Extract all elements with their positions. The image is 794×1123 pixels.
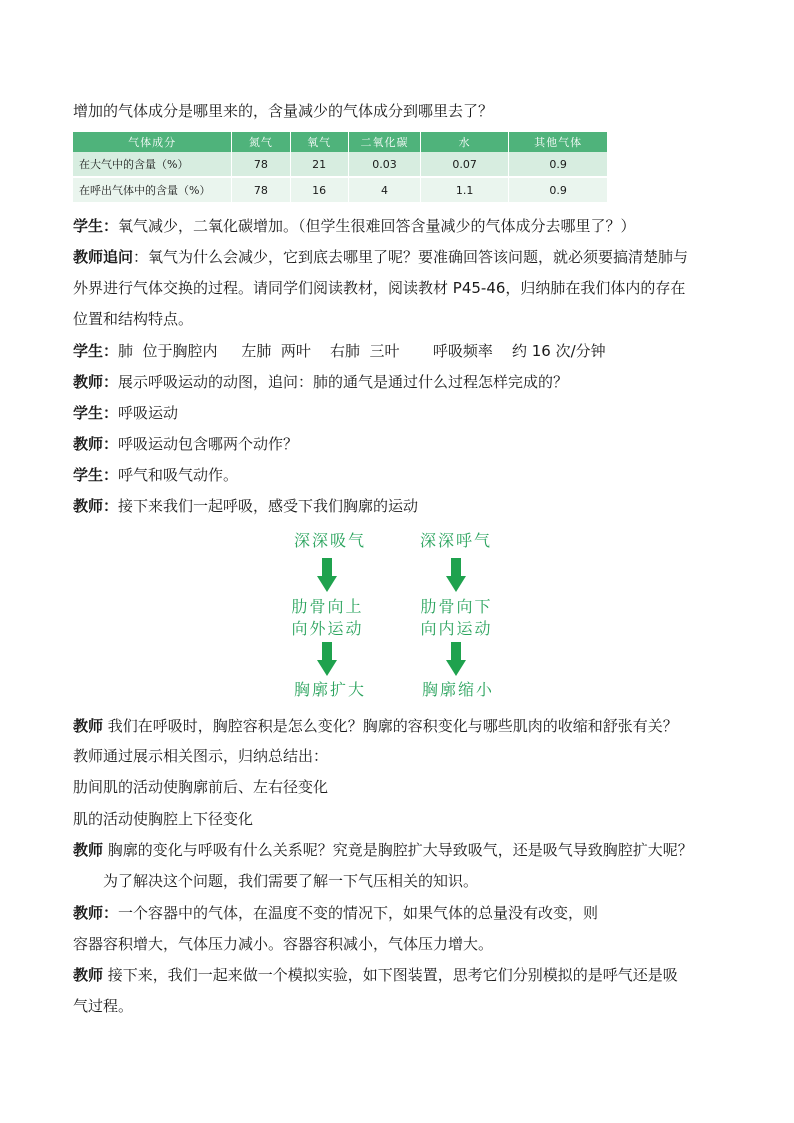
dialogue-line: 学生：氧气减少，二氧化碳增加。（但学生很难回答含量减少的气体成分去哪里了？） (73, 217, 636, 235)
table-row (73, 177, 608, 203)
gas-composition-table (73, 132, 608, 204)
table-header: 气体成分 (73, 132, 232, 152)
table-cell: 1.1 (421, 177, 509, 203)
table-cell: 0.9 (509, 152, 608, 177)
table-header: 氮气 (232, 132, 290, 152)
dialogue-line: 教师：展示呼吸运动的动图，追问：肺的通气是通过什么过程怎样完成的？ (73, 373, 569, 391)
down-arrow-icon (446, 558, 466, 592)
dialogue-line: 学生：呼气和吸气动作。 (73, 466, 239, 484)
table-header-row (73, 132, 608, 152)
row-label: 在大气中的含量（%） (73, 152, 232, 177)
table-cell: 4 (348, 177, 420, 203)
exhale-start-label: 深深呼气 (419, 531, 492, 550)
table-cell: 0.03 (348, 152, 420, 177)
dialogue-line: 容器容积增大，气体压力减小。容器容积减小，气体压力增大。 (73, 935, 494, 953)
dialogue-line: 为了解决这个问题，我们需要了解一下气压相关的知识。 (103, 872, 479, 890)
table-cell: 16 (290, 177, 348, 203)
table-cell: 78 (232, 152, 290, 177)
inhale-start-label: 深深吸气 (293, 531, 366, 550)
dialogue-line: 外界进行气体交换的过程。请同学们阅读教材，阅读教材 P45-46，归纳肺在我们体内的存在 (73, 279, 686, 297)
exhale-rib-label: 肋骨向下 向内运动 (420, 597, 493, 638)
dialogue-line: 气过程。 (73, 997, 134, 1015)
dialogue-line: 位置和结构特点。 (73, 310, 194, 328)
dialogue-line: 学生：肺 位于胸腔内 左肺 两叶 右肺 三叶 呼吸频率 约 16 次/分钟 (73, 342, 606, 360)
intro-question: 增加的气体成分是哪里来的，含量减少的气体成分到哪里去了？ (73, 102, 494, 120)
table-header: 二氧化碳 (348, 132, 420, 152)
dialogue-line: 学生：呼吸运动 (73, 404, 179, 422)
inhale-rib-label: 肋骨向上 向外运动 (291, 597, 364, 638)
table-header: 水 (421, 132, 509, 152)
exhale-end-label: 胸廓缩小 (421, 680, 494, 699)
table-cell: 21 (290, 152, 348, 177)
table-row (73, 152, 608, 177)
dialogue-line: 教师 我们在呼吸时，胸腔容积是怎么变化？胸廓的容积变化与哪些肌肉的收缩和舒张有关？ (73, 717, 678, 735)
dialogue-line: 教师追问：氧气为什么会减少，它到底去哪里了呢？要准确回答该问题，就必须要搞清楚肺与 (73, 248, 689, 266)
dialogue-line: 教师：接下来我们一起呼吸，感受下我们胸廓的运动 (73, 497, 419, 515)
dialogue-line: 教师：一个容器中的气体，在温度不变的情况下，如果气体的总量没有改变，则 (73, 904, 599, 922)
down-arrow-icon (446, 642, 466, 676)
table-header: 氧气 (290, 132, 348, 152)
dialogue-line: 教师：呼吸运动包含哪两个动作？ (73, 435, 299, 453)
dialogue-line: 肋间肌的活动使胸廓前后、左右径变化 (73, 778, 329, 796)
dialogue-line: 教师 胸廓的变化与呼吸有什么关系呢？究竟是胸腔扩大导致吸气，还是吸气导致胸腔扩大呢？ (73, 841, 693, 859)
down-arrow-icon (317, 642, 337, 676)
row-label: 在呼出气体中的含量（%） (73, 177, 232, 203)
table-cell: 78 (232, 177, 290, 203)
down-arrow-icon (317, 558, 337, 592)
table-cell: 0.07 (421, 152, 509, 177)
dialogue-line: 教师通过展示相关图示，归纳总结出： (73, 747, 329, 765)
dialogue-line: 教师 接下来，我们一起来做一个模拟实验，如下图装置，思考它们分别模拟的是呼气还是吸 (73, 966, 678, 984)
dialogue-line: 肌的活动使胸腔上下径变化 (73, 810, 254, 828)
inhale-end-label: 胸廓扩大 (293, 680, 366, 699)
table-header: 其他气体 (509, 132, 608, 152)
table-cell: 0.9 (509, 177, 608, 203)
